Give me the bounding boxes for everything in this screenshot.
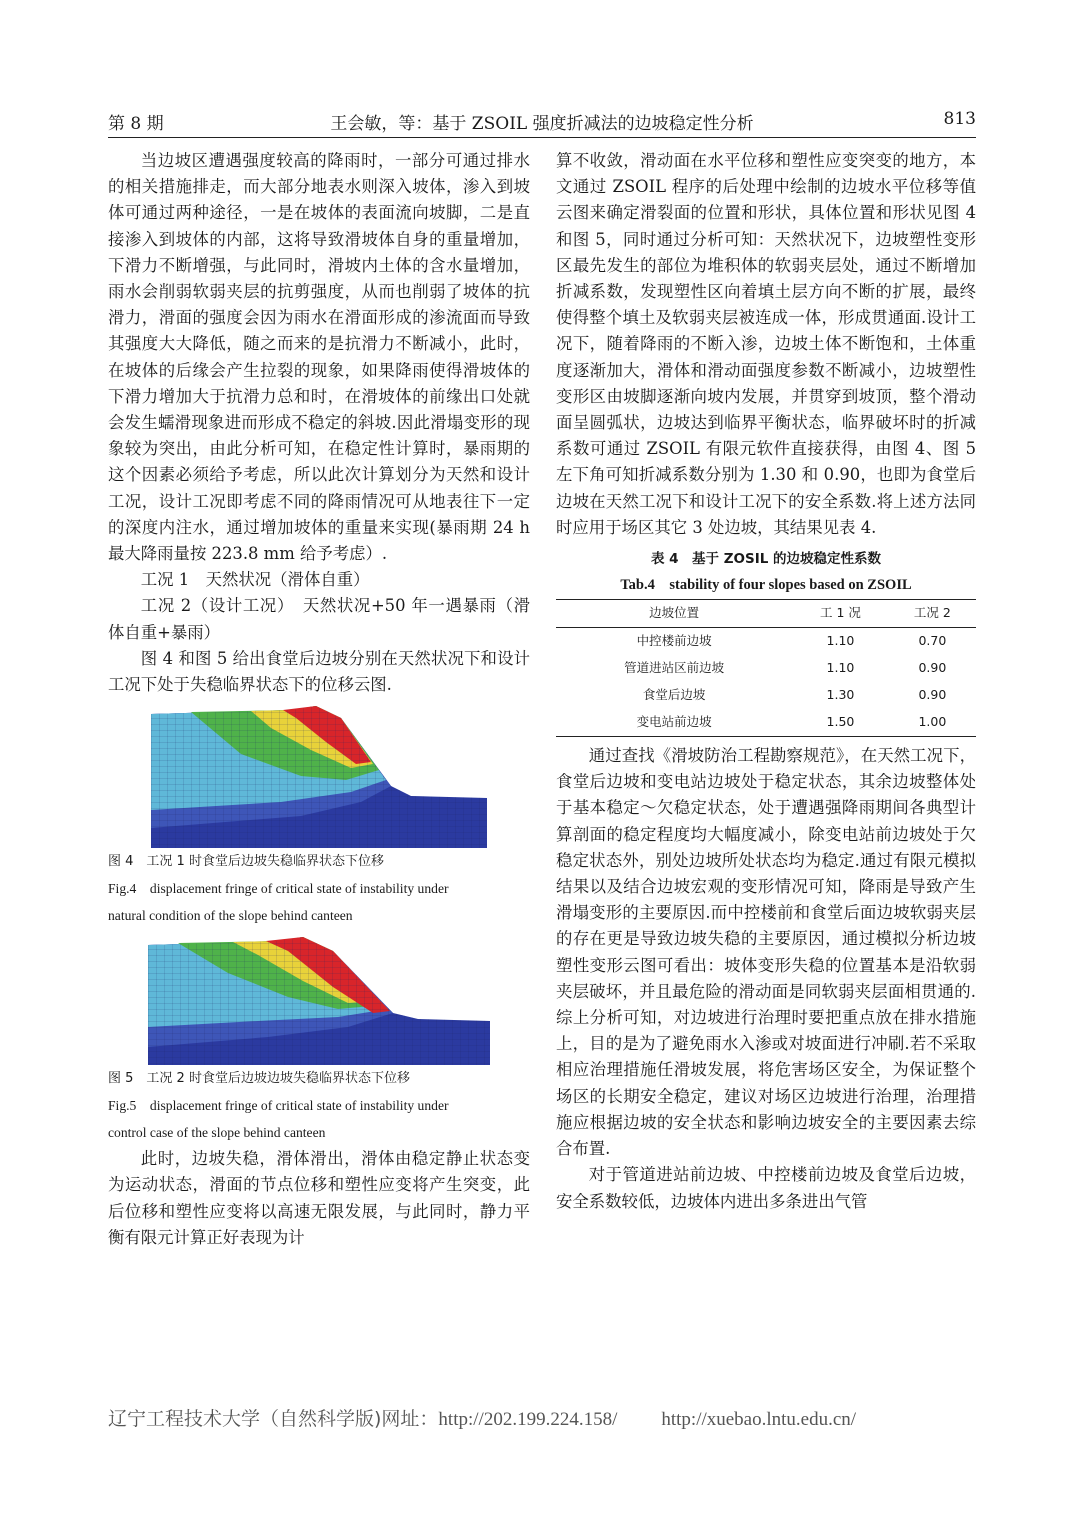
figure-5-caption-cn: 图 5 工况 2 时食堂后边坡边坡失稳临界状态下位移 [108,1071,410,1087]
figure-5-caption-en-cont: control case of the slope behind canteen [108,1125,326,1141]
table-cell: 管道进站区前边坡 [624,660,725,676]
figure-5-caption-en: Fig.5 displacement fringe of critical state of instability under [108,1098,449,1114]
table-cell: 1.50 [792,709,889,737]
running-header [108,107,976,138]
right-column [556,148,976,1215]
table-cell: 中控楼前边坡 [636,633,712,649]
table-cell: 食堂后边坡 [642,687,706,703]
body-paragraph: 当边坡区遭遇强度较高的降雨时，一部分可通过排水的相关措施排走，而大部分地表水则深入坡体，渗入到坡体可通过两种途径，一是在坡体的表面流向坡脚，二是直接渗入到坡体的内部，这将导致滑坡体自身的重量增加，下滑力不断增强，与此同时，滑坡内土体的含水量增加，雨水会削弱软弱夹层的抗剪强度，从而也削弱了坡体的抗滑力，滑面的强度会因为雨水在滑面形成的渗流面而导致其强度大大降低，随之而来的是抗滑力不断减小，此时，在坡体的后缘会产生拉裂的现象，如果降雨使得滑坡体的下滑力增加大于抗滑力总和时，在滑坡体的前缘出口处就会发生蠕滑现象进而形成不稳定的斜坡.因此滑塌变形的现象较为突出，由此分析可知，在稳定性计算时，暴雨期的这个因素必须给予考虑，所以此次计算划分为天然和设计工况，设计工况即考虑不同的降雨情况可从地表往下一定的深度内注水，通过增加坡体的重量来实现(暴雨期 24 h 最大降雨量按 223.8 mm 给予考虑）. [108,151,530,564]
case-1-line: 工况 1 天然状况（滑体自重） [140,570,370,590]
table-header-row [556,600,976,628]
table-row [556,628,976,656]
table-header-cell: 边坡位置 [556,600,792,628]
figure-4 [108,706,530,929]
table-row [556,655,976,682]
body-paragraph: 图 4 和图 5 给出食堂后边坡分别在天然状况下和设计工况下处于失稳临界状态下的位移云图. [108,648,530,695]
table-4-title-en: Tab.4 stability of four slopes based on ZSOIL [620,577,912,594]
table-row [556,709,976,737]
table-cell: 0.90 [918,660,947,676]
journal-url-link-2[interactable]: http://xuebao.lntu.edu.cn/ [661,1409,857,1430]
table-cell: 1.10 [826,660,855,676]
left-column [108,148,530,1251]
figure-4-fringe-plot [151,706,487,848]
table-4-title-cn: 表 4 基于 ZOSIL 的边坡稳定性系数 [650,551,882,568]
table-cell: 1.10 [826,633,855,649]
figure-4-caption-en: Fig.4 displacement fringe of critical state of instability under [108,881,449,897]
table-cell: 0.90 [918,687,947,703]
issue-number: 第 8 期 [108,114,164,134]
table-cell: 1.30 [826,687,855,703]
journal-url-link[interactable]: http://202.199.224.158/ [438,1409,618,1430]
figure-4-caption-cn: 图 4 工况 1 时食堂后边坡失稳临界状态下位移 [108,854,384,870]
figure-5 [108,937,530,1146]
table-cell: 变电站前边坡 [556,709,792,737]
body-paragraph: 通过查找《滑坡防治工程勘察规范》，在天然工况下，食堂后边坡和变电站边坡处于稳定状态，其余边坡整体处于基本稳定～欠稳定状态，处于遭遇强降雨期间各典型计算剖面的稳定程度均大幅度减小，除变电站前边坡处于欠稳定状态外，别处边坡所处状态均为稳定.通过有限元模拟结果以及结合边坡宏观的变形情况可知，降雨是导致产生滑塌变形的主要原因.而中控楼前和食堂后面边坡软弱夹层的存在更是导致边坡失稳的主要原因，通过模拟分析边坡塑性变形云图可看出：坡体变形失稳的位置基本是沿软弱夹层破坏，并且最危险的滑动面是同软弱夹层面相贯通的.综上分析可知，对边坡进行治理时要把重点放在排水措施上，目的是为了避免雨水入渗或对坡面进行冲刷.若不采取相应治理措施任滑坡发展，将危害场区安全，为保证整个场区的长期安全稳定，建议对场区边坡进行治理，治理措施应根据边坡的安全状态和影响边坡安全的主要因素去综合布置. [556,746,976,1159]
body-paragraph: 对于管道进站前边坡、中控楼前边坡及食堂后边坡，安全系数较低，边坡体内进出多条进出气管 [556,1165,976,1211]
table-header-cell: 工况 2 [889,600,976,628]
table-cell: 1.00 [889,709,976,737]
page-footer [108,1404,856,1431]
figure-4-caption-en-cont: natural condition of the slope behind canteen [108,908,353,924]
page-number: 813 [943,109,976,129]
figure-5-fringe-plot [148,937,490,1065]
table-4 [556,547,976,737]
table-cell: 0.70 [918,633,947,649]
body-paragraph: 此时，边坡失稳，滑体滑出，滑体由稳定静止状态变为运动状态，滑面的节点位移和塑性应变将产生突变，此后位移和塑性应变将以高速无限发展，与此同时，静力平衡有限元计算正好表现为计 [108,1149,530,1247]
case-2-line: 工况 2（设计工况） 天然状况+50 年一遇暴雨（滑体自重+暴雨） [108,596,530,642]
table-row [556,682,976,709]
body-paragraph: 算不收敛，滑动面在水平位移和塑性应变突变的地方，本文通过 ZSOIL 程序的后处理中绘制的边坡水平位移等值云图来确定滑裂面的位置和形状，具体位置和形状见图 4 和图 5，同时通过分析可知：天然状况下，边坡塑性变形区最先发生的部位为堆积体的软弱夹层处，通过不断增加折减系数，发现塑性区向着填土层方向不断的扩展，最终使得整个填土及软弱夹层被连成一体，形成贯通面.设计工况下，随着降雨的不断入渗，边坡土体不断饱和，土体重度逐渐加大，滑体和滑动面强度参数不断减小，边坡塑性变形区由坡脚逐渐向坡内发展，并贯穿到坡顶，整个滑动面呈圆弧状，边坡达到临界平衡状态，临界破坏时的折减系数可通过 ZSOIL 有限元软件直接获得，由图 4、图 5 左下角可知折减系数分别为 1.30 和 0.90，也即为食堂后边坡在天然工况下和设计工况下的安全系数.将上述方法同时应用于场区其它 3 处边坡，其结果见表 4. [556,151,976,537]
running-title: 王会敏，等：基于 ZSOIL 强度折减法的边坡稳定性分析 [330,114,754,134]
table-header-cell: 工 1 况 [792,600,889,628]
table-4-grid [556,599,976,737]
journal-name: 辽宁工程技术大学（自然科学版)网址： [108,1408,439,1430]
